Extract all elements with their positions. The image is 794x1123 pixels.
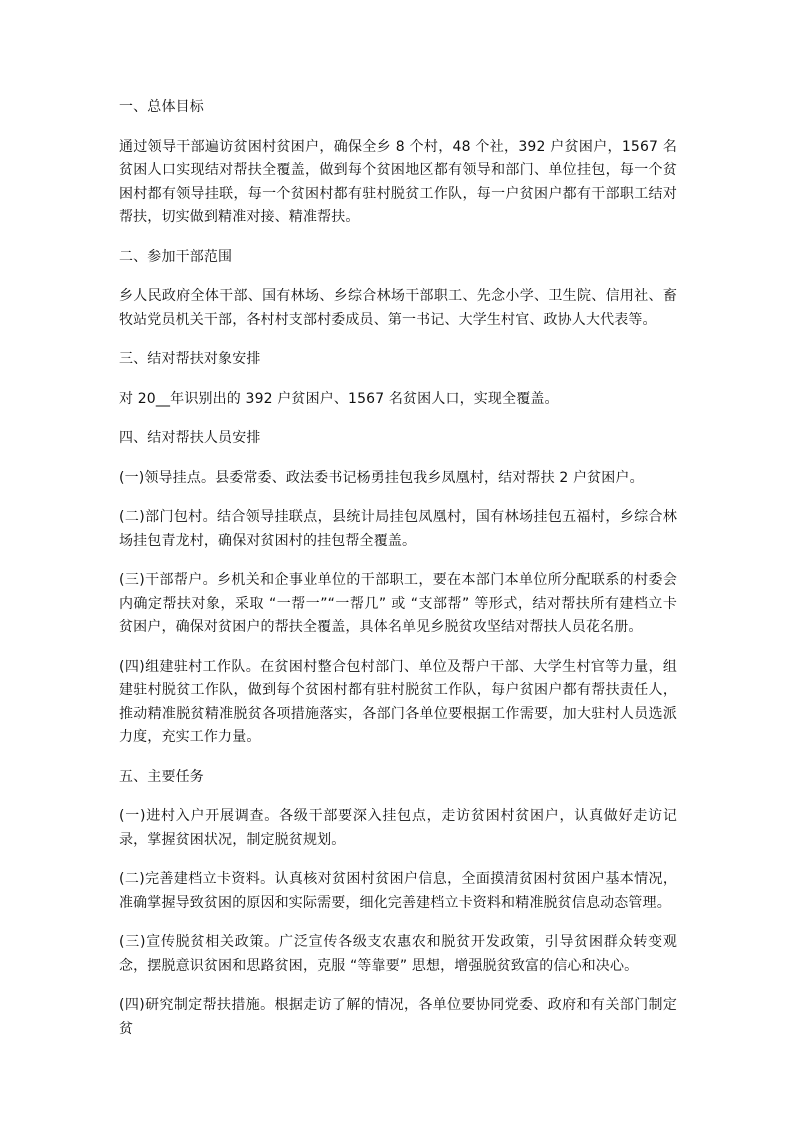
document-page: [119, 96, 677, 1057]
section-heading-assistance-targets: 三、结对帮扶对象安排: [119, 351, 261, 367]
paragraph-cadre-scope: 乡人民政府全体干部、国有林场、乡综合林场干部职工、先念小学、卫生院、信用社、畜牧站党员机关干部，各村村支部村委成员、第一书记、大学生村官、政协人大代表等。: [119, 288, 677, 328]
paragraph-assistance-targets: 对 20__年识别出的 392 户贫困户、1567 名贫困人口，实现全覆盖。: [119, 390, 559, 407]
section-heading-personnel-arrangement: 四、结对帮扶人员安排: [119, 430, 261, 446]
paragraph-leader-point: (一)领导挂点。县委常委、政法委书记杨勇挂包我乡凤凰村，结对帮扶 2 户贫困户。: [119, 469, 644, 486]
paragraph-department-village: (二)部门包村。结合领导挂联点，县统计局挂包凤凰村，国有林场挂包五福村，乡综合林场挂包青龙村，确保对贫困村的挂包帮全覆盖。: [119, 509, 677, 549]
section-heading-overall-goal: 一、总体目标: [119, 99, 204, 115]
paragraph-village-team: (四)组建驻村工作队。在贫困村整合包村部门、单位及帮户干部、大学生村官等力量，组建驻村脱贫工作队，做到每个贫困村都有驻村脱贫工作队，每户贫困户都有帮扶责任人，推动精准脱贫精准脱贫各项措施落实，各部门各单位要根据工作需要，加大驻村人员选派力度，充实工作力量。: [119, 658, 677, 745]
paragraph-task-measures: (四)研究制定帮扶措施。根据走访了解的情况，各单位要协同党委、政府和有关部门制定贫: [119, 997, 677, 1037]
paragraph-overall-goal: 通过领导干部遍访贫困村贫困户，确保全乡 8 个村，48 个社，392 户贫困户，1567 名贫困人口实现结对帮扶全覆盖，做到每个贫困地区都有领导和部门、单位挂包，每一个贫困村都有领导挂联，每一个贫困村都有驻村脱贫工作队，每一户贫困户都有干部职工结对帮扶，切实做到精准对接、精准帮扶。: [119, 138, 677, 225]
paragraph-task-survey: (一)进村入户开展调查。各级干部要深入挂包点，走访贫困村贫困户，认真做好走访记录，掌握贫困状况，制定脱贫规划。: [119, 808, 677, 848]
paragraph-task-records: (二)完善建档立卡资料。认真核对贫困村贫困户信息，全面摸清贫困村贫困户基本情况，准确掌握导致贫困的原因和实际需要，细化完善建档立卡资料和精准脱贫信息动态管理。: [119, 871, 677, 911]
section-heading-cadre-scope: 二、参加干部范围: [119, 248, 233, 265]
paragraph-cadre-household: (三)干部帮户。乡机关和企事业单位的干部职工，要在本部门本单位所分配联系的村委会内确定帮扶对象，采取 “一帮一”“一帮几” 或 “支部帮” 等形式，结对帮扶所有建档立卡贫困户，确保对贫困户的帮扶全覆盖，具体名单见乡脱贫攻坚结对帮扶人员花名册。: [119, 572, 677, 635]
paragraph-task-policy: (三)宣传脱贫相关政策。广泛宣传各级支农惠农和脱贫开发政策，引导贫困群众转变观念，摆脱意识贫困和思路贫困，克服 “等靠要” 思想，增强脱贫致富的信心和决心。: [119, 934, 677, 974]
section-heading-main-tasks: 五、主要任务: [119, 768, 204, 785]
